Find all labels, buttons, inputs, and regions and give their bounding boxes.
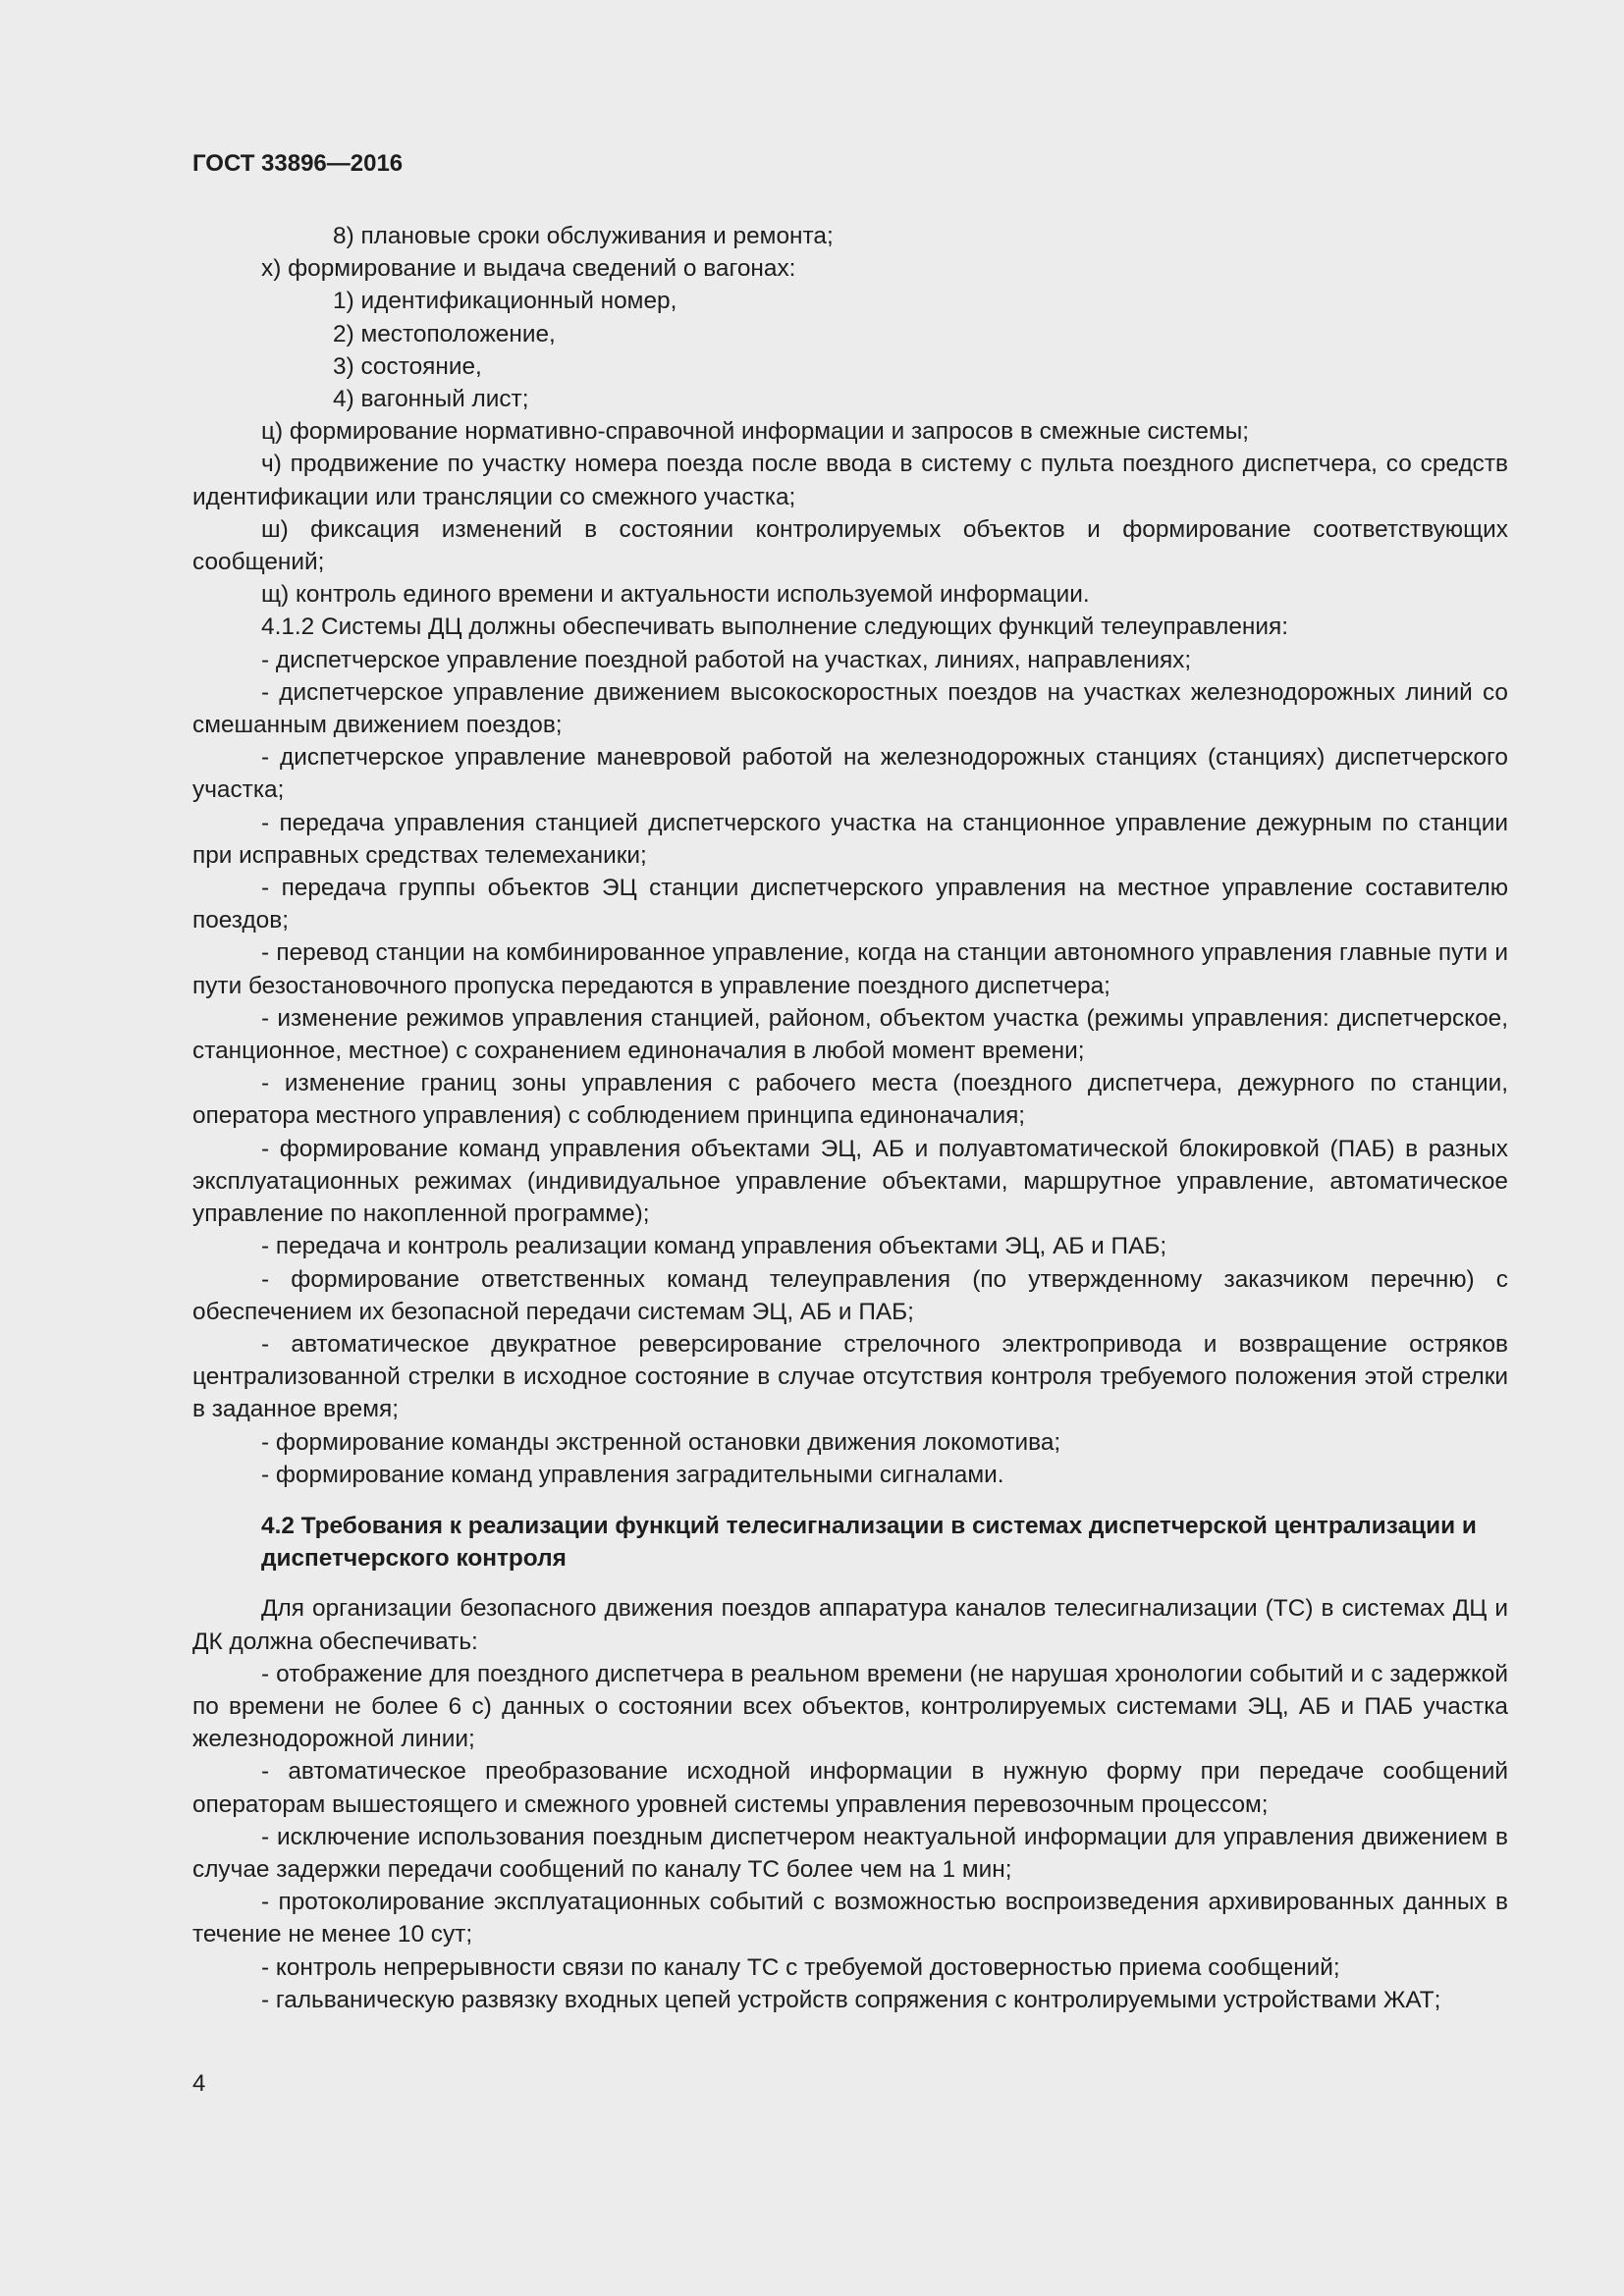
bullet-stale-info: - исключение использования поездным диспетчером неактуальной информации для управления движением в случае задержки передачи сообщений по каналу ТС более чем на 1 мин; [192, 1823, 1508, 1883]
document-page [192, 147, 1508, 2016]
bullet-mode-change: - изменение режимов управления станцией, районом, объектом участка (режимы управления: диспетчерское, станционное, местное) с сохранением единоначалия в любой момент времени; [192, 1004, 1508, 1065]
item-ch-train-number: ч) продвижение по участку номера поезда после ввода в систему с пульта поездного диспетчера, со средств идентификации или трансляции со смежного участка; [192, 451, 1508, 510]
page-number: 4 [192, 2070, 206, 2097]
item-shch-time-control: щ) контроль единого времени и актуальности используемой информации. [261, 581, 1090, 609]
bullet-zone-boundaries: - изменение границ зоны управления с рабочего места (поездного диспетчера, дежурного по станции, оператора местного управления) с соблюдением принципа единоначалия; [192, 1070, 1508, 1130]
bullet-combined-control: - перевод станции на комбинированное управление, когда на станции автономного управления главные пути и пути безостановочного пропуска передаются в управление поездного диспетчера; [192, 939, 1508, 999]
bullet-galvanic-isolation: - гальваническую развязку входных цепей устройств сопряжения с контролируемыми устройствами ЖАТ; [261, 1986, 1441, 2013]
bullet-realtime-display: - отображение для поездного диспетчера в реальном времени (не нарушая хронологии событий и с задержкой по времени не более 6 с) данных о состоянии всех объектов, контролируемых системами ЭЦ, АБ и ПАБ участка железнодорожной линии; [192, 1660, 1508, 1753]
item-kh-wagon-info: х) формирование и выдача сведений о вагонах: [261, 255, 796, 283]
bullet-station-transfer: - передача управления станцией диспетчерского участка на станционное управление дежурным по станции при исправных средствах телемеханики; [192, 809, 1508, 869]
bullet-emergency-stop: - формирование команды экстренной остановки движения локомотива; [261, 1428, 1061, 1456]
bullet-switch-reversal: - автоматическое двукратное реверсирование стрелочного электропривода и возвращение остряков централизованной стрелки в исходное состояние в случае отсутствия контроля требуемого положения этой стрелки в заданное время; [192, 1330, 1508, 1423]
section-4-2-intro: Для организации безопасного движения поездов аппаратура каналов телесигнализации (ТС) в системах ДЦ и ДК должна обеспечивать: [192, 1595, 1508, 1655]
item-sh-change-fixation: ш) фиксация изменений в состоянии контролируемых объектов и формирование соответствующих сообщений; [192, 515, 1508, 576]
bullet-shunting: - диспетчерское управление маневровой работой на железнодорожных станциях (станциях) диспетчерского участка; [192, 744, 1508, 804]
sub-item-2-location: 2) местоположение, [333, 320, 556, 347]
bullet-command-forming: - формирование команд управления объектами ЭЦ, АБ и полуавтоматической блокировкой (ПАБ) в разных эксплуатационных режимах (индивидуальное управление объектами, маршрутное управление, автоматическое управление по накопленной программе); [192, 1135, 1508, 1228]
body-text-part-a [192, 220, 1508, 1491]
bullet-barrier-signals: - формирование команд управления заградительными сигналами. [261, 1461, 1004, 1488]
bullet-logging: - протоколирование эксплуатационных событий с возможностью воспроизведения архивированных данных в течение не менее 10 сут; [192, 1889, 1508, 1949]
item-ts-reference-info: ц) формирование нормативно-справочной информации и запросов в смежные системы; [261, 418, 1250, 446]
bullet-auto-conversion: - автоматическое преобразование исходной информации в нужную форму при передаче сообщений операторам вышестоящего и смежного уровней системы управления перевозочным процессом; [192, 1758, 1508, 1818]
document-header: ГОСТ 33896—2016 [192, 150, 404, 177]
bullet-high-speed: - диспетчерское управление движением высокоскоростных поездов на участках железнодорожных линий со смешанным движением поездов; [192, 678, 1508, 739]
sub-item-4-wagon-sheet: 4) вагонный лист; [333, 386, 529, 413]
bullet-command-transfer: - передача и контроль реализации команд управления объектами ЭЦ, АБ и ПАБ; [261, 1233, 1167, 1260]
body-text-part-b [192, 1592, 1508, 2016]
section-title-4-2: 4.2 Требования к реализации функций телесигнализации в системах диспетчерской централизации и диспетчерского контроля [261, 1512, 1477, 1573]
clause-4-1-2: 4.1.2 Системы ДЦ должны обеспечивать выполнение следующих функций телеуправления: [261, 614, 1288, 641]
bullet-link-continuity: - контроль непрерывности связи по каналу ТС с требуемой достоверностью приема сообщений; [261, 1953, 1340, 1981]
sub-item-3-state: 3) состояние, [333, 352, 482, 380]
list-item-8-maintenance-terms: 8) плановые сроки обслуживания и ремонта; [333, 223, 834, 249]
bullet-ec-group-transfer: - передача группы объектов ЭЦ станции диспетчерского управления на местное управление составителю поездов; [192, 875, 1508, 934]
bullet-responsible-commands: - формирование ответственных команд телеуправления (по утвержденному заказчиком перечню) с обеспечением их безопасной передачи системам ЭЦ, АБ и ПАБ; [192, 1265, 1508, 1325]
sub-item-1-id-number: 1) идентификационный номер, [333, 288, 677, 315]
bullet-train-work: - диспетчерское управление поездной работой на участках, линиях, направлениях; [261, 646, 1192, 673]
